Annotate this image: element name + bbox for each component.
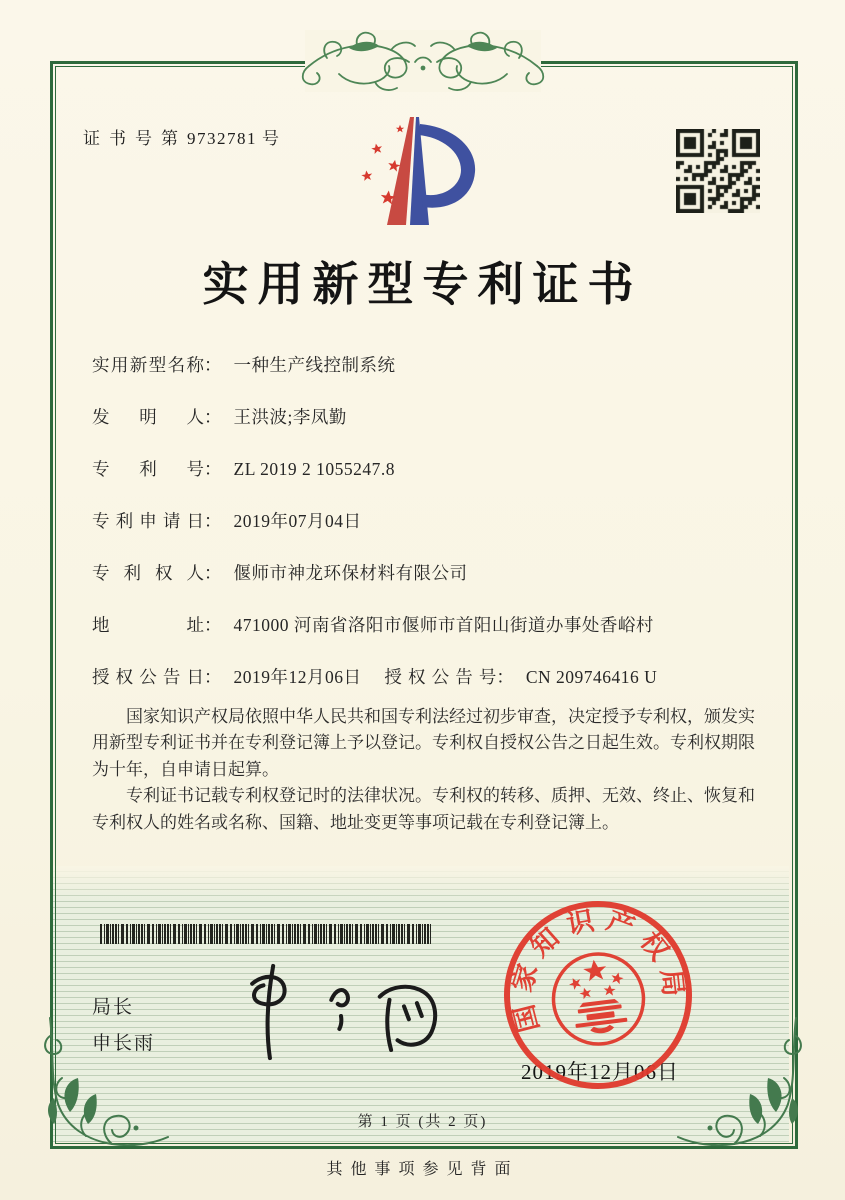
grant-date-label: 授权公告日 bbox=[92, 667, 204, 687]
grant-date bbox=[92, 664, 380, 689]
field-list bbox=[92, 352, 756, 664]
corner-flourish-icon bbox=[36, 1016, 178, 1158]
field-value: ZL 2019 2 1055247.8 bbox=[233, 459, 395, 479]
field-colon: ： bbox=[204, 615, 222, 635]
field-label: 专利权人 bbox=[92, 563, 204, 583]
field-value: 2019年07月04日 bbox=[233, 511, 362, 531]
field-colon: ： bbox=[204, 459, 222, 479]
signature bbox=[236, 958, 446, 1066]
grant-number-value: CN 209746416 U bbox=[525, 667, 658, 687]
field-value: 471000 河南省洛阳市偃师市首阳山街道办事处香峪村 bbox=[233, 615, 654, 635]
certificate-number-suffix: 号 bbox=[262, 129, 279, 148]
field-label: 专利号 bbox=[92, 459, 204, 479]
grant-number-label: 授权公告号 bbox=[384, 667, 497, 687]
field-row-patentee bbox=[92, 560, 756, 612]
field-row-address bbox=[92, 612, 756, 664]
seal-text: 国家知识产权局 bbox=[506, 903, 690, 1036]
field-row-inventor bbox=[92, 404, 756, 456]
field-row-name bbox=[92, 352, 756, 404]
national-emblem-icon bbox=[548, 949, 648, 1049]
grant-number bbox=[384, 667, 657, 687]
field-value: 王洪波;李凤勤 bbox=[233, 407, 347, 427]
field-value: 偃师市神龙环保材料有限公司 bbox=[233, 563, 468, 583]
field-row-filing-date bbox=[92, 508, 756, 560]
barcode bbox=[100, 924, 438, 944]
seal-date: 2019年12月06日 bbox=[521, 1060, 679, 1084]
field-colon: ： bbox=[204, 355, 222, 375]
field-colon: ： bbox=[496, 667, 514, 687]
back-note: 其他事项参见背面 bbox=[326, 1161, 519, 1178]
dragon-ornament-icon bbox=[287, 18, 559, 104]
grant-date-value: 2019年12月06日 bbox=[233, 667, 362, 687]
certificate-title: 实用新型专利证书 bbox=[202, 259, 643, 310]
page-number: 第 1 页 (共 2 页) bbox=[357, 1114, 488, 1130]
field-value: 一种生产线控制系统 bbox=[233, 355, 396, 375]
field-colon: ： bbox=[204, 407, 222, 427]
legal-text bbox=[92, 704, 755, 836]
grant-row bbox=[92, 664, 792, 689]
corner-flourish-icon bbox=[668, 1016, 810, 1158]
logo-red-spike bbox=[387, 117, 414, 225]
field-label: 实用新型名称 bbox=[92, 355, 204, 375]
officer-name: 申长雨 bbox=[92, 1033, 156, 1054]
field-label: 地址 bbox=[92, 615, 204, 635]
cnipa-logo-icon bbox=[350, 114, 484, 228]
officer-title: 局长 bbox=[92, 997, 135, 1018]
field-colon: ： bbox=[204, 667, 222, 687]
legal-paragraph: 国家知识产权局依照中华人民共和国专利法经过初步审查，决定授予专利权，颁发实用新型专利证书并在专利登记簿上予以登记。专利权自授权公告之日起生效。专利权期限为十年，自申请日起算。 bbox=[92, 707, 755, 779]
field-row-patent-no bbox=[92, 456, 756, 508]
certificate-number bbox=[83, 124, 279, 149]
certificate-number-prefix: 证书号第 bbox=[83, 129, 187, 148]
field-label: 发明人 bbox=[92, 407, 204, 427]
field-label: 专利申请日 bbox=[92, 511, 204, 531]
legal-paragraph: 专利证书记载专利权登记时的法律状况。专利权的转移、质押、无效、终止、恢复和专利权人的姓名或名称、国籍、地址变更等事项记载在专利登记簿上。 bbox=[92, 786, 755, 832]
field-colon: ： bbox=[204, 511, 222, 531]
field-colon: ： bbox=[204, 563, 222, 583]
qr-code bbox=[676, 129, 760, 213]
certificate-number-value: 9732781 bbox=[187, 129, 257, 148]
